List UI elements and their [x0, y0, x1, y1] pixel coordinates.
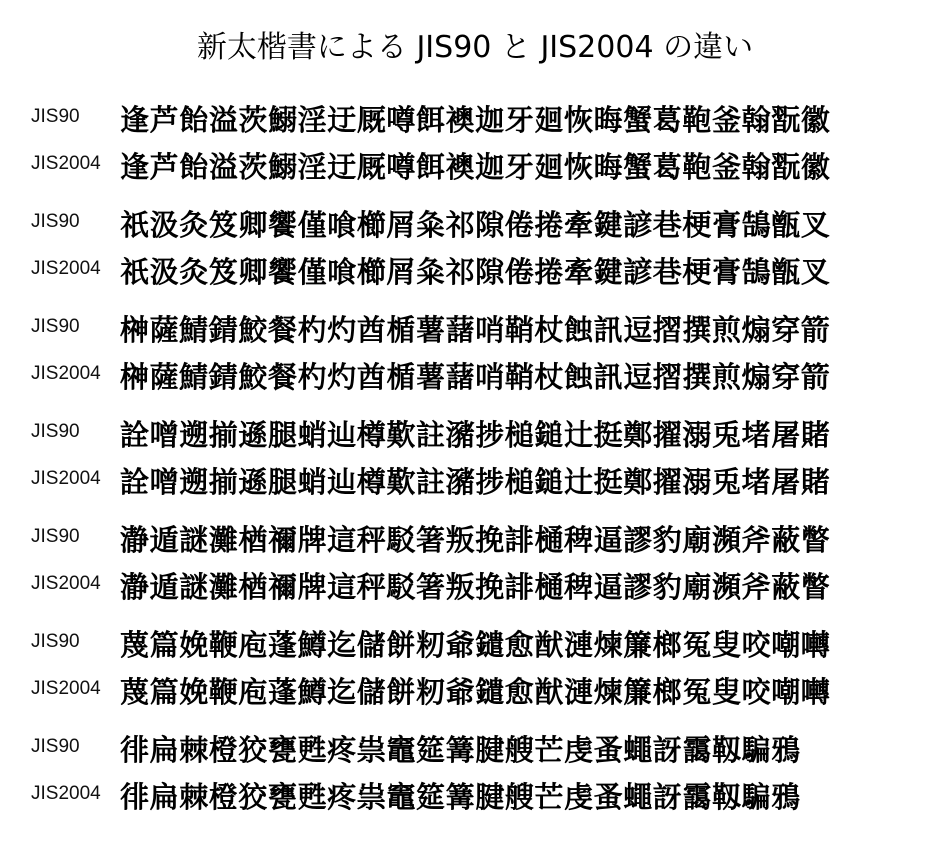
comparison-group — [0, 411, 950, 516]
comparison-group — [0, 96, 950, 201]
comparison-group — [0, 726, 950, 831]
glyph-sequence: 逢芦飴溢茨鰯淫迂厩噂餌襖迦牙廻恢晦蟹葛鞄釜翰翫徽 — [120, 103, 831, 137]
glyph-sequence: 蔑篇娩鞭庖蓬鱒迄儲餅籾爺鑓愈猷漣煉簾榔冤叟咬嘲囀 — [120, 675, 831, 709]
jis2004-row — [0, 248, 950, 296]
comparison-group — [0, 516, 950, 621]
jis90-row — [0, 201, 950, 249]
row-label: JIS2004 — [31, 678, 101, 699]
jis2004-row — [0, 353, 950, 401]
row-label: JIS90 — [31, 421, 80, 442]
jis2004-row — [0, 458, 950, 506]
jis90-row — [0, 96, 950, 144]
jis90-row — [0, 516, 950, 564]
jis90-row — [0, 411, 950, 459]
page-title: 新太楷書による JIS90 と JIS2004 の違い — [196, 30, 754, 65]
glyph-sequence: 徘扁棘橙狡甕甦疼祟竈筵篝腱艘芒虔蚤蠅訝靄靱騙鴉 — [120, 780, 801, 814]
jis2004-row — [0, 143, 950, 191]
jis2004-row — [0, 668, 950, 716]
comparison-group — [0, 306, 950, 411]
row-label: JIS90 — [31, 316, 80, 337]
glyph-sequence: 榊薩鯖錆鮫餐杓灼酋楯薯藷哨鞘杖蝕訊逗摺撰煎煽穿箭 — [120, 313, 831, 347]
glyph-sequence: 蔑篇娩鞭庖蓬鱒迄儲餅籾爺鑓愈猷漣煉簾榔冤叟咬嘲囀 — [120, 628, 831, 662]
row-label: JIS90 — [31, 631, 80, 652]
glyph-sequence: 詮噌遡揃遜腿蛸辿樽歎註瀦捗槌鎚辻挺鄭擢溺兎堵屠賭 — [120, 418, 831, 452]
row-label: JIS90 — [31, 526, 80, 547]
row-label: JIS2004 — [31, 258, 101, 279]
jis2004-row — [0, 563, 950, 611]
row-label: JIS2004 — [31, 468, 101, 489]
row-label: JIS2004 — [31, 153, 101, 174]
glyph-sequence: 祇汲灸笈卿饗僅喰櫛屑粂祁隙倦捲牽鍵諺巷梗膏鵠甑叉 — [120, 208, 831, 242]
row-label: JIS90 — [31, 106, 80, 127]
glyph-sequence: 徘扁棘橙狡甕甦疼祟竈筵篝腱艘芒虔蚤蠅訝靄靱騙鴉 — [120, 733, 801, 767]
jis2004-row — [0, 773, 950, 821]
comparison-group — [0, 201, 950, 306]
glyph-sequence: 詮噌遡揃遜腿蛸辿樽歎註瀦捗槌鎚辻挺鄭擢溺兎堵屠賭 — [120, 465, 831, 499]
jis90-row — [0, 726, 950, 774]
row-label: JIS90 — [31, 211, 80, 232]
comparison-table — [0, 96, 950, 831]
glyph-sequence: 祇汲灸笈卿饗僅喰櫛屑粂祁隙倦捲牽鍵諺巷梗膏鵠甑叉 — [120, 255, 831, 289]
row-label: JIS2004 — [31, 783, 101, 804]
glyph-sequence: 瀞遁謎灘楢禰牌這秤駁箸叛挽誹樋稗逼謬豹廟瀕斧蔽瞥 — [120, 570, 831, 604]
comparison-group — [0, 621, 950, 726]
glyph-sequence: 瀞遁謎灘楢禰牌這秤駁箸叛挽誹樋稗逼謬豹廟瀕斧蔽瞥 — [120, 523, 831, 557]
row-label: JIS2004 — [31, 363, 101, 384]
row-label: JIS90 — [31, 736, 80, 757]
jis90-row — [0, 306, 950, 354]
glyph-sequence: 逢芦飴溢茨鰯淫迂厩噂餌襖迦牙廻恢晦蟹葛鞄釜翰翫徽 — [120, 150, 831, 184]
row-label: JIS2004 — [31, 573, 101, 594]
glyph-sequence: 榊薩鯖錆鮫餐杓灼酋楯薯藷哨鞘杖蝕訊逗摺撰煎煽穿箭 — [120, 360, 831, 394]
jis90-row — [0, 621, 950, 669]
